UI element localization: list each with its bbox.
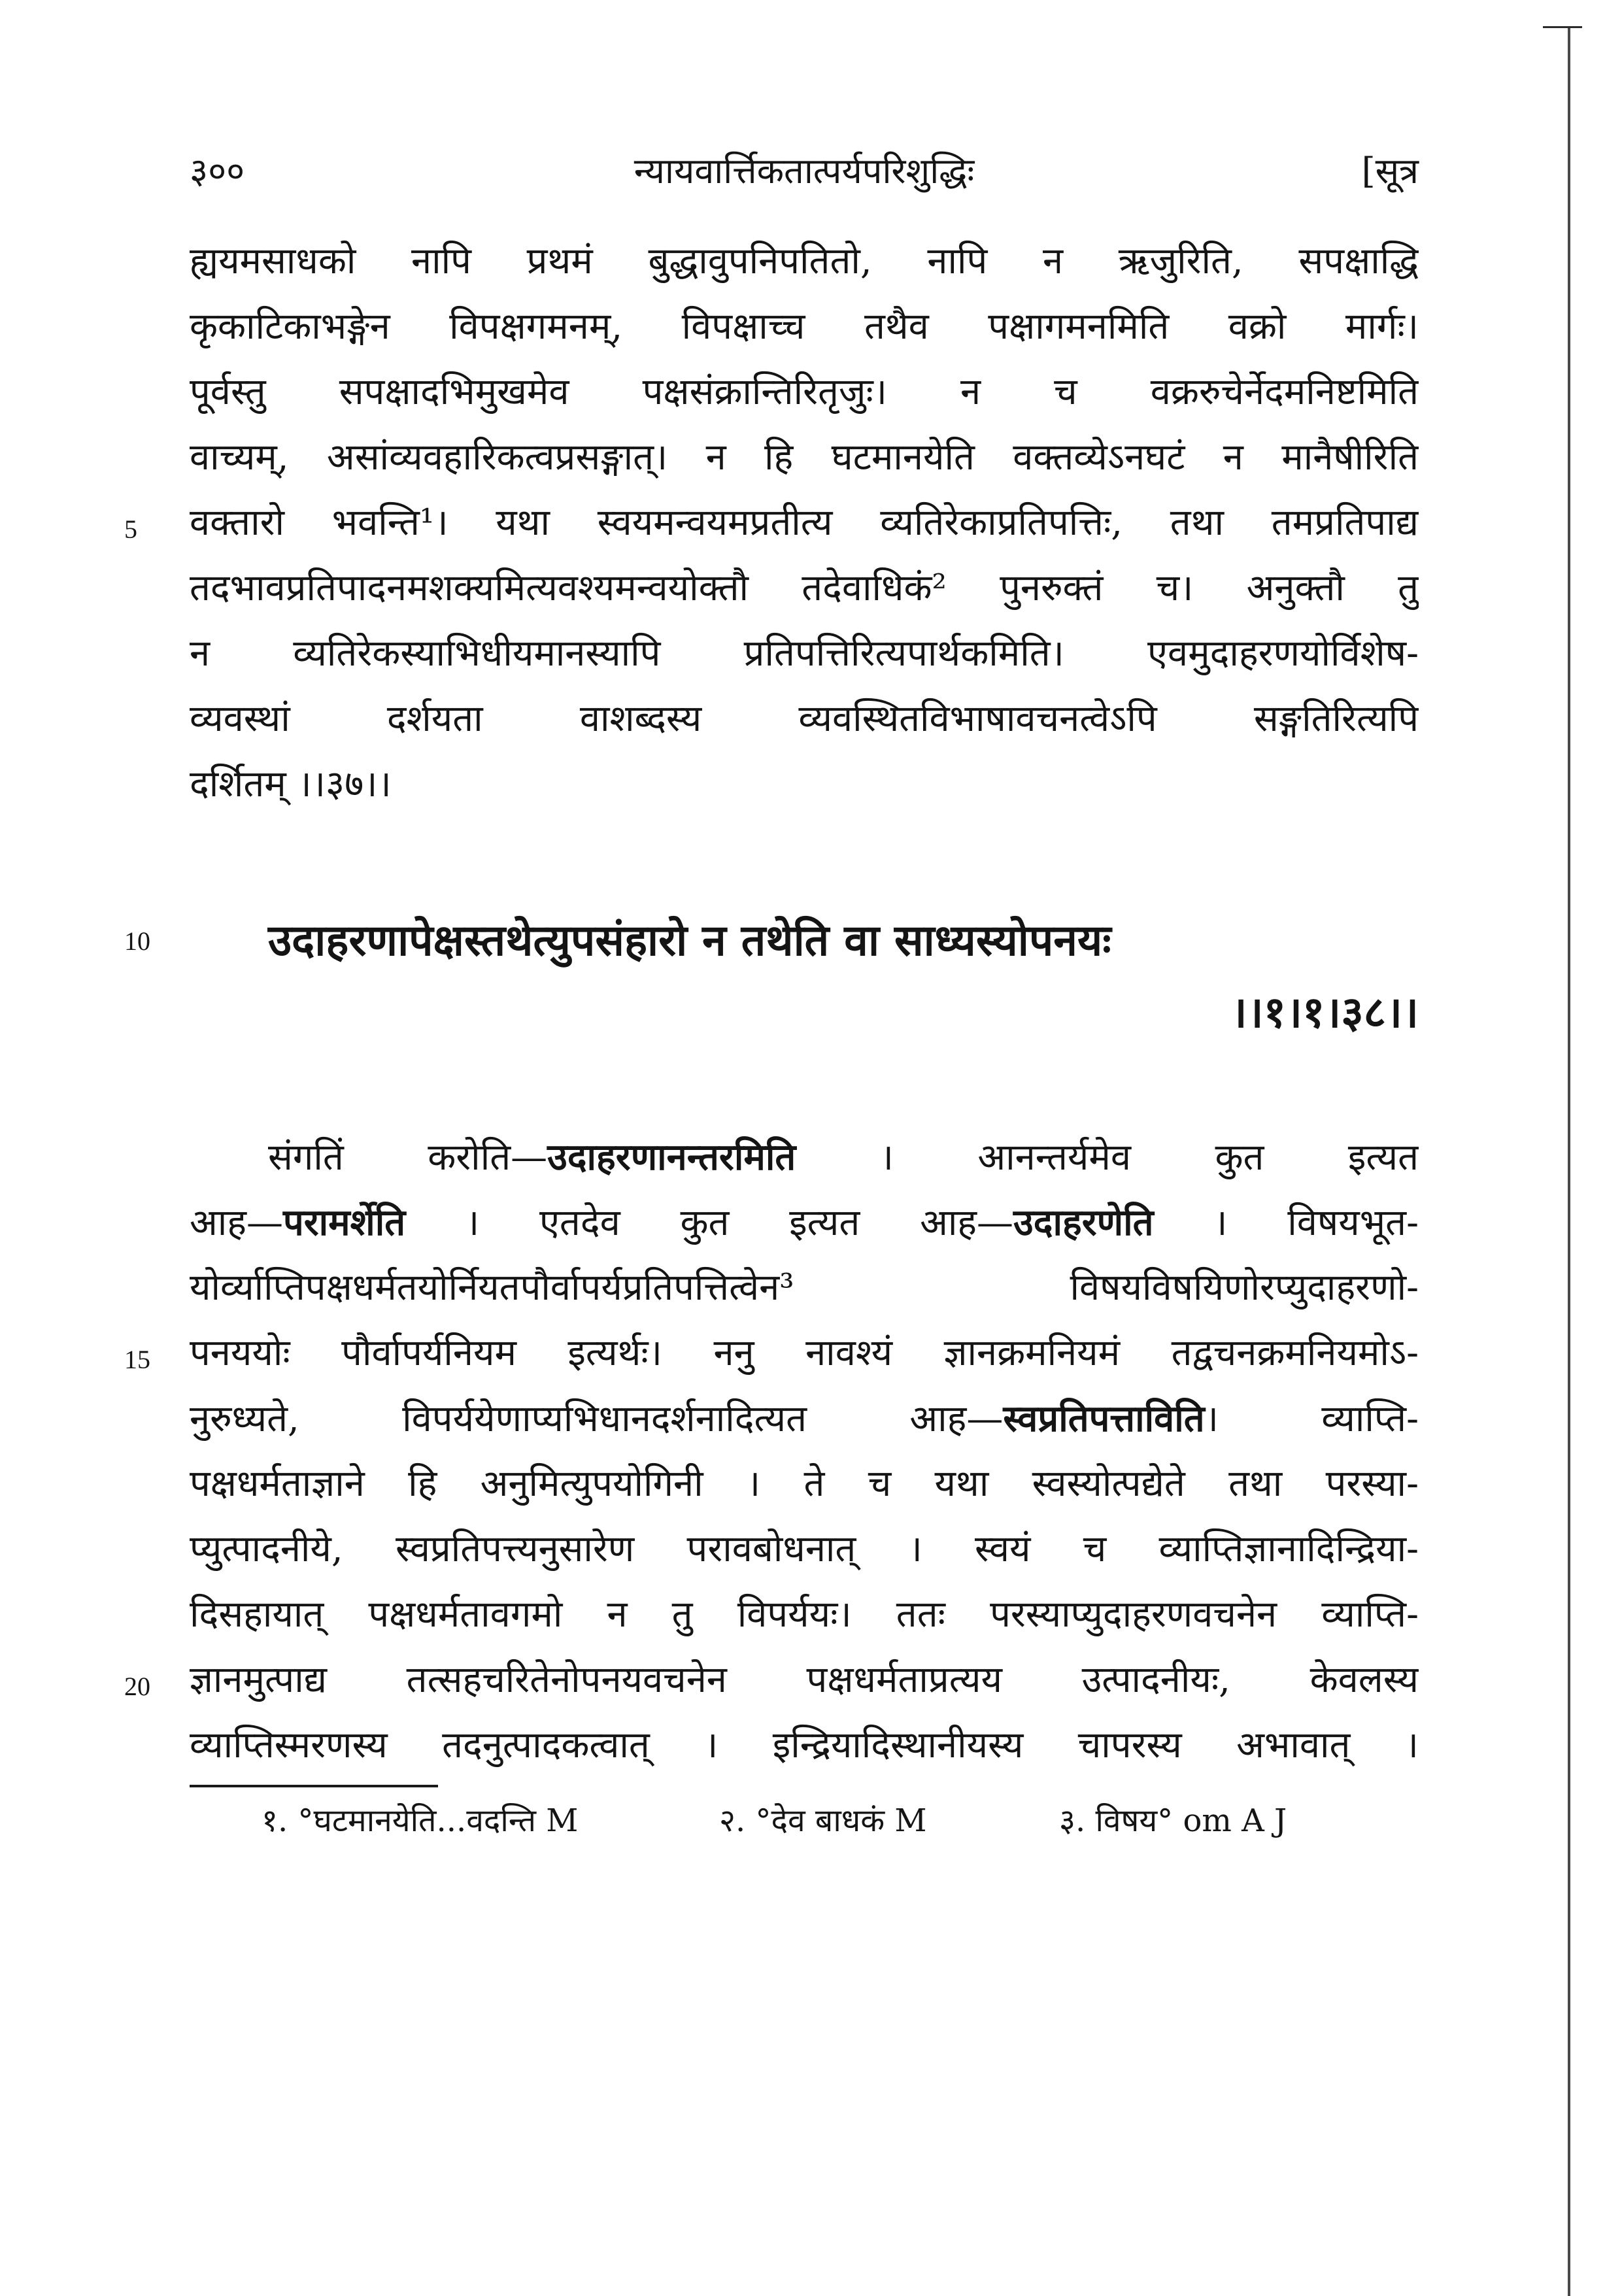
footnote-2: २. °देव बाधकं M [719, 1802, 927, 1839]
commentary-line [190, 1196, 1419, 1249]
text-line: पूर्वस्तु सपक्षादभिमुखमेव पक्षसंक्रान्तिरितृजुः। न च वक्ररुचेर्नेदमनिष्टमिति [190, 371, 1419, 413]
commentary-pratika: परामर्शेति [282, 1201, 406, 1244]
commentary-line [268, 1131, 1419, 1183]
book-title: न्यायवार्त्तिकतात्पर्यपरिशुद्धिः [634, 150, 975, 192]
sutra-number: ।।१।१।३८।। [1230, 987, 1419, 1038]
footnote-1: १. °घटमानयेति...वदन्ति M [262, 1802, 579, 1839]
commentary-pratika: उदाहरणेति [1013, 1201, 1154, 1244]
sutra-text: उदाहरणापेक्षस्तथेत्युपसंहारो न तथेति वा साध्यस्योपनयः [268, 915, 1111, 966]
commentary-line: ज्ञानमुत्पाद्य तत्सहचरितेनोपनयवचनेन पक्षधर्मताप्रत्यय उत्पादनीयः, केवलस्य [190, 1659, 1419, 1701]
commentary-line: पक्षधर्मताज्ञाने हि अनुमित्युपयोगिनी । ते च यथा स्वस्योत्पद्येते तथा परस्या- [190, 1462, 1419, 1505]
commentary-text: । एतदेव कुत इत्यत आह— [405, 1202, 1014, 1244]
commentary-line: पनययोः पौर्वापर्यनियम इत्यर्थः। ननु नावश्यं ज्ञानक्रमनियमं तद्वचनक्रमनियमोऽ- [190, 1332, 1419, 1374]
commentary-text: । विषयभूत- [1153, 1202, 1419, 1244]
footnotes [262, 1798, 1419, 1844]
text-line: कृकाटिकाभङ्गेन विपक्षगमनम्, विपक्षाच्च तथैव पक्षागमनमिति वक्रो मार्गः। [190, 305, 1419, 348]
text-line: वाच्यम्, असांव्यवहारिकत्वप्रसङ्गात्। न हि घटमानयेति वक्तव्येऽनघटं न मानैषीरिति [190, 436, 1419, 479]
commentary-text: संगतिं करोति— [268, 1136, 548, 1179]
commentary-pratika: उदाहरणानन्तरमिति [547, 1136, 796, 1179]
commentary-line: प्युत्पादनीये, स्वप्रतिपत्त्यनुसारेण परावबोधनात् । स्वयं च व्याप्तिज्ञानादिन्द्रिया- [190, 1528, 1419, 1570]
text-line: वक्तारो भवन्ति¹। यथा स्वयमन्वयमप्रतीत्य व्यतिरेकाप्रतिपत्तिः, तथा तमप्रतिपाद्य [190, 501, 1419, 544]
text-line: व्यवस्थां दर्शयता वाशब्दस्य व्यवस्थितविभाषावचनत्वेऽपि सङ्गतिरित्यपि [190, 698, 1419, 740]
line-number: 15 [124, 1345, 150, 1374]
section-marker: [सूत्र [1361, 150, 1419, 192]
commentary-text: । आनन्तर्यमेव कुत इत्यत [796, 1136, 1419, 1179]
text-line: न व्यतिरेकस्याभिधीयमानस्यापि प्रतिपत्तिरित्यपार्थकमिति। एवमुदाहरणयोर्विशेष- [190, 632, 1419, 675]
line-number: 20 [124, 1672, 150, 1701]
commentary-text: आह— [190, 1202, 283, 1244]
commentary-line [190, 1393, 1419, 1445]
scan-page-edge [1568, 26, 1570, 2296]
commentary-line: व्याप्तिस्मरणस्य तदनुत्पादकत्वात् । इन्द्रियादिस्थानीयस्य चापरस्य अभावात् । [190, 1724, 1419, 1766]
footnote-3: ३. विषय° om A J [1059, 1802, 1287, 1839]
commentary-text: नुरुध्यते, विपर्ययेणाप्यभिधानदर्शनादित्यत आह— [190, 1398, 1004, 1440]
page-number: ३०० [190, 150, 245, 192]
line-number: 5 [124, 515, 137, 544]
footnote-rule [190, 1785, 438, 1787]
text-line: तदभावप्रतिपादनमशक्यमित्यवश्यमन्वयोक्तौ तदेवाधिकं² पुनरुक्तं च। अनुक्तौ तु [190, 567, 1419, 609]
commentary-pratika: स्वप्रतिपत्ताविति [1003, 1397, 1205, 1440]
commentary-line: योर्व्याप्तिपक्षधर्मतयोर्नियतपौर्वापर्यप्रतिपत्तित्वेन³ विषयविषयिणोरप्युदाहरणो- [190, 1266, 1419, 1309]
commentary-text: । व्याप्ति- [1204, 1398, 1419, 1440]
line-number: 10 [124, 926, 150, 956]
text-line: ह्ययमसाधको नापि प्रथमं बुद्धावुपनिपतितो, नापि न ऋजुरिति, सपक्षाद्धि [190, 240, 1419, 282]
scan-page-edge-top [1543, 26, 1582, 28]
running-header [190, 145, 1419, 197]
commentary-line: दिसहायात् पक्षधर्मतावगमो न तु विपर्ययः। ततः परस्याप्युदाहरणवचनेन व्याप्ति- [190, 1593, 1419, 1636]
text-line: दर्शितम् ।।३७।। [190, 763, 392, 805]
